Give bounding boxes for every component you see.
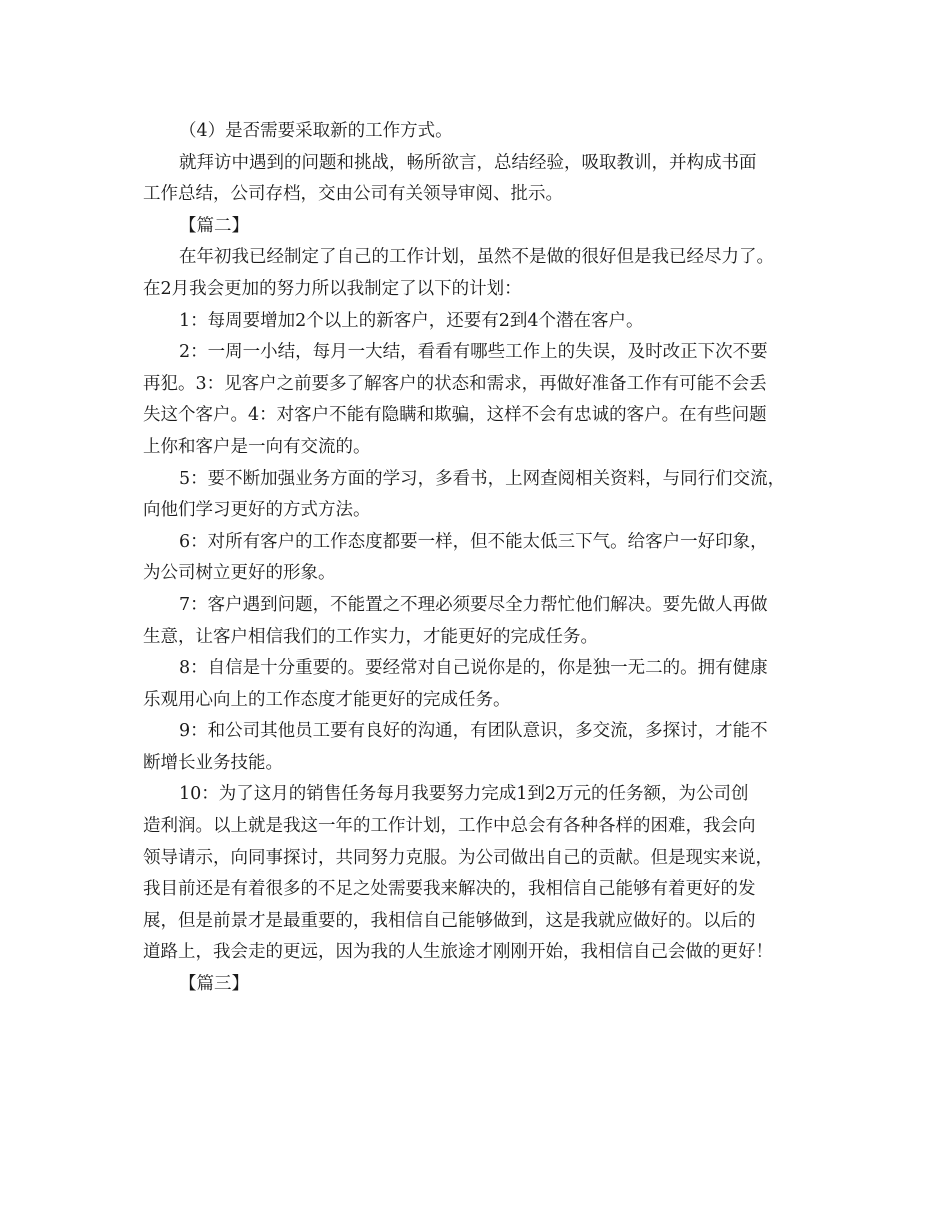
text-line: 在2月我会更加的努力所以我制定了以下的计划： <box>143 278 522 299</box>
text-line: 就拜访中遇到的问题和挑战，畅所欲言，总结经验，吸取教训，并构成书面 <box>179 152 757 173</box>
text-line: 1：每周要增加2个以上的新客户，还要有2到4个潜在客户。 <box>179 310 644 331</box>
text-line: 6：对所有客户的工作态度都要一样，但不能太低三下气。给客户一好印象， <box>179 531 768 552</box>
text-line: 5：要不断加强业务方面的学习，多看书，上网查阅相关资料，与同行们交流， <box>179 468 786 489</box>
text-line: 9：和公司其他员工要有良好的沟通，有团队意识，多交流，多探讨，才能不 <box>179 721 768 742</box>
document-body <box>143 116 815 1001</box>
text-line: 10：为了这月的销售任务每月我要努力完成1到2万元的任务额，为公司创 <box>179 784 749 805</box>
section-heading: 【篇二】 <box>179 215 249 236</box>
text-line: 我目前还是有着很多的不足之处需要我来解决的，我相信自己能够有着更好的发 <box>143 879 756 900</box>
text-line: （4）是否需要采取新的工作方式。 <box>179 121 453 141</box>
text-line: 7：客户遇到问题，不能置之不理必须要尽全力帮忙他们解决。要先做人再做 <box>179 594 768 615</box>
text-line: 在年初我已经制定了自己的工作计划，虽然不是做的很好但是我已经尽力了。 <box>179 247 774 268</box>
text-line: 向他们学习更好的方式方法。 <box>143 500 371 521</box>
section-heading: 【篇三】 <box>179 974 249 995</box>
text-line: 8：自信是十分重要的。要经常对自己说你是的，你是独一无二的。拥有健康 <box>179 658 768 679</box>
text-line: 展，但是前景才是最重要的，我相信自己能够做到，这是我就应做好的。以后的 <box>143 910 756 931</box>
text-line: 乐观用心向上的工作态度才能更好的完成任务。 <box>143 689 511 710</box>
text-line: 2：一周一小结，每月一大结，看看有哪些工作上的失误，及时改正下次不要 <box>179 342 768 363</box>
text-line: 工作总结，公司存档，交由公司有关领导审阅、批示。 <box>143 184 563 205</box>
text-line: 上你和客户是一向有交流的。 <box>143 436 371 457</box>
text-line: 失这个客户。4：对客户不能有隐瞒和欺骗，这样不会有忠诚的客户。在有些问题 <box>143 405 767 426</box>
text-line: 造利润。以上就是我这一年的工作计划，工作中总会有各种各样的困难，我会向 <box>143 816 756 837</box>
text-line: 再犯。3：见客户之前要多了解客户的状态和需求，再做好准备工作有可能不会丢 <box>143 373 767 394</box>
text-line: 断增长业务技能。 <box>143 752 283 773</box>
text-line: 生意，让客户相信我们的工作实力，才能更好的完成任务。 <box>143 626 598 647</box>
text-line: 领导请示，向同事探讨，共同努力克服。为公司做出自己的贡献。但是现实来说， <box>143 847 773 868</box>
text-line: 道路上，我会走的更远，因为我的人生旅途才刚刚开始，我相信自己会做的更好！ <box>143 942 773 963</box>
text-line: 为公司树立更好的形象。 <box>143 563 336 584</box>
